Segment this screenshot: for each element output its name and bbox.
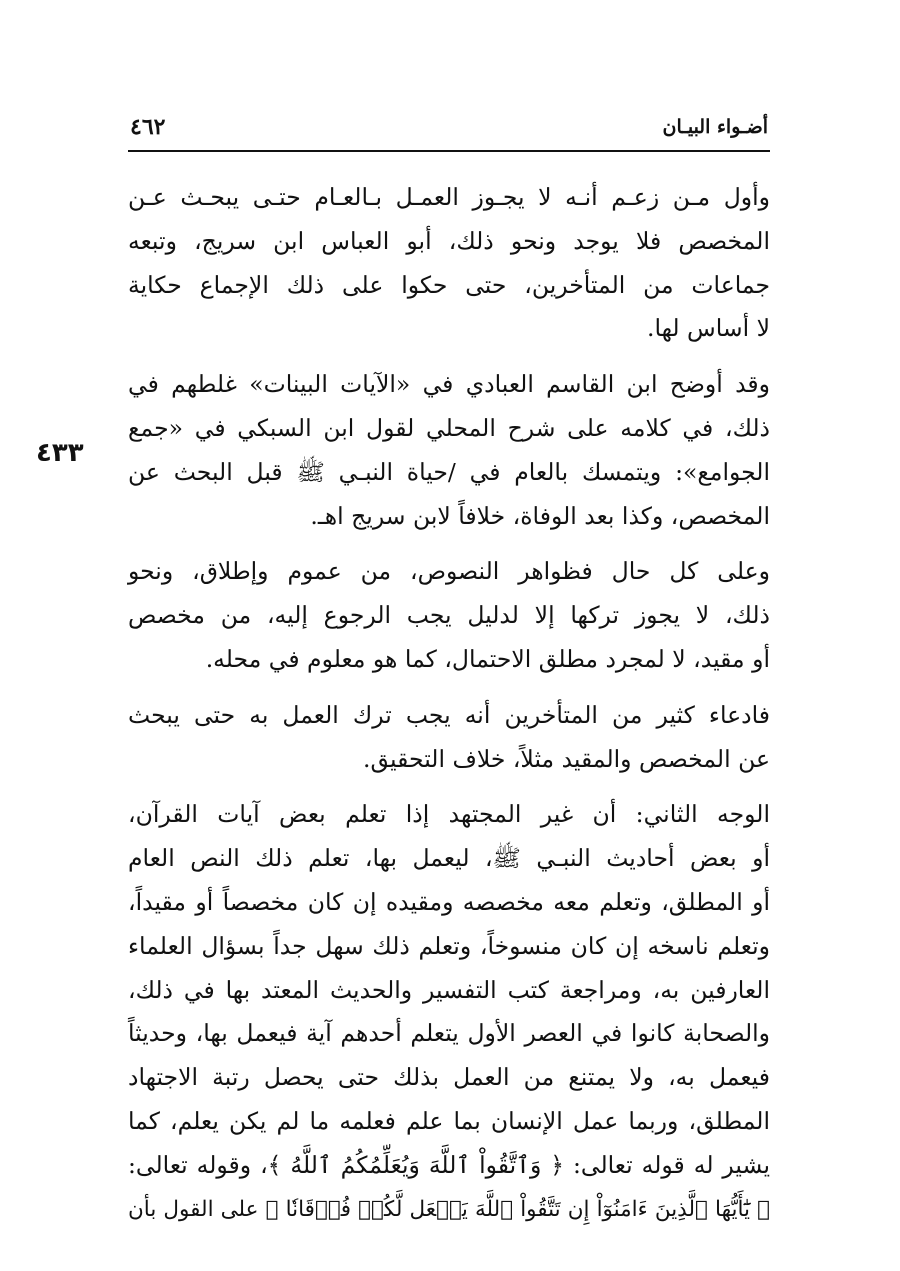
text-line: عن المخصص والمقيد مثلاً، خلاف التحقيق. xyxy=(362,744,770,773)
text-line: أو المطلق، وتعلم معه مخصصه ومقيده إن كان مخصصاً أو مقيداً، xyxy=(128,887,770,916)
paragraph xyxy=(128,363,770,538)
paragraph xyxy=(128,176,770,351)
text-line: والصحابة كانوا في العصر الأول يتعلم أحدهم آية فيعمل بها، وحديثاً xyxy=(128,1019,770,1048)
text-line: المخصص فلا يوجد ونحو ذلك، أبو العباس ابن سريج، وتبعه xyxy=(128,226,770,255)
text-line: يشير له قوله تعالى: ﴿ وَٱتَّقُواْ ٱللَّهَ وَيُعَلِّمُكُمُ ٱللَّهُ ﴾، وقوله تعالى: xyxy=(128,1150,770,1179)
text-line: أو مقيد، لا لمجرد مطلق الاحتمال، كما هو معلوم في محله. xyxy=(205,644,770,673)
text-line: وعلى كل حال فظواهر النصوص، من عموم وإطلاق، ونحو xyxy=(128,557,770,586)
text-line: ذلك، في كلامه على شرح المحلي لقول ابن السبكي في «جمع xyxy=(128,413,770,442)
running-title: أضـواء البيـان xyxy=(662,116,768,138)
text-line: فادعاء كثير من المتأخرين أنه يجب ترك العمل به حتى يبحث xyxy=(128,700,770,729)
text-line: وأول مـن زعـم أنـه لا يجـوز العمـل بـالعـام حتـى يبحـث عـن xyxy=(128,183,770,211)
paragraph xyxy=(128,694,770,782)
text-line: العارفين به، ومراجعة كتب التفسير والحديث المعتد بها في ذلك، xyxy=(128,975,770,1004)
paragraph xyxy=(128,793,770,1231)
text-line: لا أساس لها. xyxy=(646,314,770,343)
text-line: فيعمل به، ولا يمتنع من العمل بذلك حتى يحصل رتبة الاجتهاد xyxy=(128,1063,770,1092)
text-line: المطلق، وربما عمل الإنسان بما علم فعلمه ما لم يكن يعلم، كما xyxy=(128,1106,770,1135)
page-body xyxy=(128,176,770,1243)
text-line: وتعلم ناسخه إن كان منسوخاً، وتعلم ذلك سهل جداً بسؤال العلماء xyxy=(128,931,770,960)
text-line: المخصص، وكذا بعد الوفاة، خلافاً لابن سريج اهـ. xyxy=(310,501,770,530)
page-header xyxy=(128,112,770,152)
text-line: جماعات من المتأخرين، حتى حكوا على ذلك الإجماع حكاية xyxy=(128,270,770,299)
text-line: الجوامع»: ويتمسك بالعام في /حياة النبـي ﷺ قبل البحث عن xyxy=(128,457,770,486)
paragraph xyxy=(128,550,770,681)
text-line: وقد أوضح ابن القاسم العبادي في «الآيات البينات» غلطهم في xyxy=(128,370,770,399)
text-line: الوجه الثاني: أن غير المجتهد إذا تعلم بعض آيات القرآن، xyxy=(128,800,770,829)
page-number: ٤٦٢ xyxy=(130,114,166,140)
text-line: أو بعض أحاديث النبـي ﷺ، ليعمل بها، تعلم ذلك النص العام xyxy=(128,844,770,873)
text-line: ذلك، لا يجوز تركها إلا لدليل يجب الرجوع إليه، من مخصص xyxy=(128,601,770,630)
text-line: ﴿ يَٰٓأَيُّهَا ٱلَّذِينَ ءَامَنُوٓاْ إِن تَتَّقُواْ ٱللَّهَ يَجۡعَل لَّكُمۡ فُرۡقَانٗا ﴾ على القول بأن xyxy=(128,1196,770,1222)
margin-page-reference: ٤٣٣ xyxy=(36,438,84,468)
